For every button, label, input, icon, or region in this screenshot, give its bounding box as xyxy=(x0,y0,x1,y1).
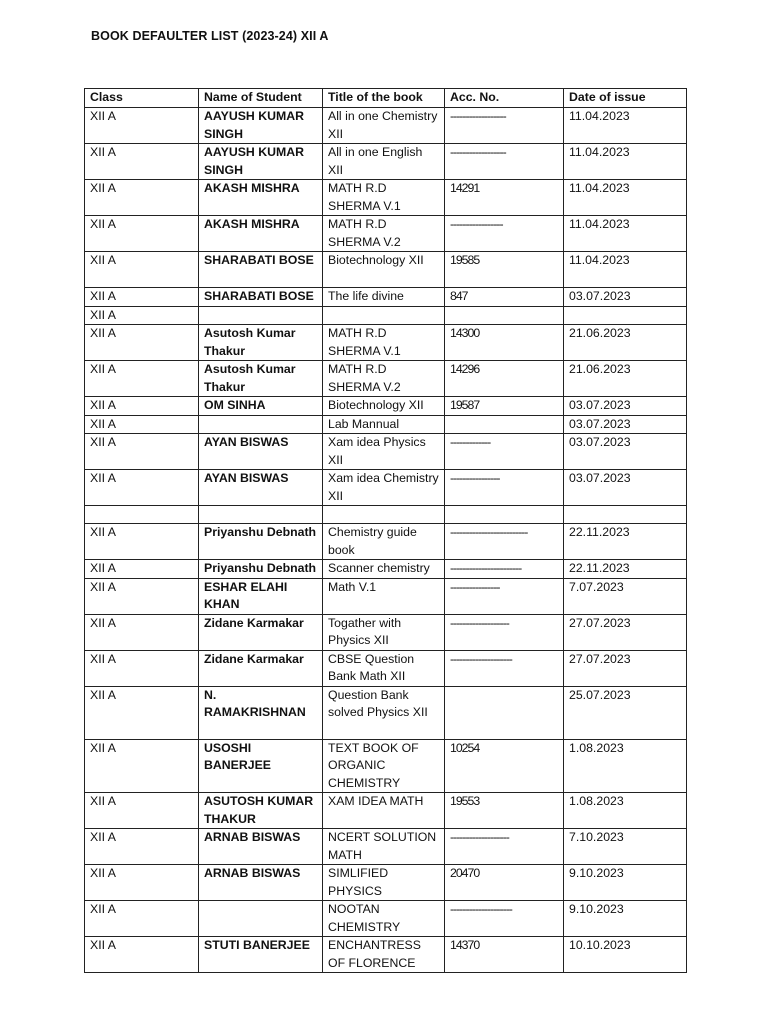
row-book-title-cell: CBSE Question Bank Math XII xyxy=(323,650,445,686)
row-acc-no-cell: 14291 xyxy=(445,180,564,216)
table-row xyxy=(85,739,687,793)
row-book-title-cell: The life divine xyxy=(323,288,445,307)
row-class-cell: XII A xyxy=(85,865,199,901)
table-row xyxy=(85,288,687,307)
row-student-name-cell: N. RAMAKRISHNAN xyxy=(199,686,323,739)
row-date-of-issue-cell: 9.10.2023 xyxy=(564,865,687,901)
table-row xyxy=(85,650,687,686)
row-acc-no-cell: ------------------ xyxy=(445,108,564,144)
row-class-cell: XII A xyxy=(85,144,199,180)
row-class-cell: XII A xyxy=(85,252,199,288)
row-date-of-issue-cell: 11.04.2023 xyxy=(564,216,687,252)
row-book-title-cell: XAM IDEA MATH xyxy=(323,793,445,829)
table-row xyxy=(85,144,687,180)
row-date-of-issue-cell: 03.07.2023 xyxy=(564,415,687,434)
row-student-name-cell xyxy=(199,415,323,434)
table-row xyxy=(85,108,687,144)
row-class-cell: XII A xyxy=(85,415,199,434)
row-class-cell: XII A xyxy=(85,829,199,865)
row-student-name-cell: STUTI BANERJEE xyxy=(199,937,323,973)
row-date-of-issue-cell: 11.04.2023 xyxy=(564,108,687,144)
column-header-date-of-issue: Date of issue xyxy=(564,89,687,108)
row-date-of-issue-cell: 11.04.2023 xyxy=(564,144,687,180)
row-student-name-cell: AKASH MISHRA xyxy=(199,180,323,216)
table-row xyxy=(85,686,687,739)
table-row xyxy=(85,524,687,560)
row-student-name-cell: Zidane Karmakar xyxy=(199,614,323,650)
row-student-name-cell: Asutosh Kumar Thakur xyxy=(199,325,323,361)
column-header-student-name: Name of Student xyxy=(199,89,323,108)
row-date-of-issue-cell: 7.10.2023 xyxy=(564,829,687,865)
defaulter-table xyxy=(84,88,687,973)
row-student-name-cell: Priyanshu Debnath xyxy=(199,524,323,560)
row-student-name-cell xyxy=(199,306,323,325)
row-class-cell: XII A xyxy=(85,650,199,686)
table-row xyxy=(85,937,687,973)
row-date-of-issue-cell: 03.07.2023 xyxy=(564,397,687,416)
table-row xyxy=(85,325,687,361)
row-class-cell xyxy=(85,506,199,524)
row-date-of-issue-cell: 7.07.2023 xyxy=(564,578,687,614)
row-acc-no-cell: 847 xyxy=(445,288,564,307)
row-date-of-issue-cell: 03.07.2023 xyxy=(564,288,687,307)
row-class-cell: XII A xyxy=(85,901,199,937)
row-student-name-cell: OM SINHA xyxy=(199,397,323,416)
row-date-of-issue-cell: 10.10.2023 xyxy=(564,937,687,973)
row-student-name-cell: ARNAB BISWAS xyxy=(199,865,323,901)
row-acc-no-cell: ---------------- xyxy=(445,578,564,614)
row-acc-no-cell xyxy=(445,506,564,524)
row-book-title-cell: Togather with Physics XII xyxy=(323,614,445,650)
row-book-title-cell: Xam idea Physics XII xyxy=(323,434,445,470)
row-class-cell: XII A xyxy=(85,578,199,614)
row-book-title-cell: All in one Chemistry XII xyxy=(323,108,445,144)
row-acc-no-cell: ------------------------- xyxy=(445,524,564,560)
table-row xyxy=(85,865,687,901)
table-row xyxy=(85,306,687,325)
row-student-name-cell: Priyanshu Debnath xyxy=(199,560,323,579)
row-class-cell: XII A xyxy=(85,434,199,470)
column-header-acc-no: Acc. No. xyxy=(445,89,564,108)
row-student-name-cell: AYAN BISWAS xyxy=(199,470,323,506)
row-acc-no-cell: 19553 xyxy=(445,793,564,829)
row-acc-no-cell: ---------------- xyxy=(445,470,564,506)
row-book-title-cell: TEXT BOOK OF ORGANIC CHEMISTRY xyxy=(323,739,445,793)
row-date-of-issue-cell: 9.10.2023 xyxy=(564,901,687,937)
row-class-cell: XII A xyxy=(85,108,199,144)
row-class-cell: XII A xyxy=(85,560,199,579)
row-book-title-cell: Question Bank solved Physics XII xyxy=(323,686,445,739)
row-date-of-issue-cell: 25.07.2023 xyxy=(564,686,687,739)
row-acc-no-cell: 14370 xyxy=(445,937,564,973)
row-date-of-issue-cell xyxy=(564,506,687,524)
table-row xyxy=(85,415,687,434)
row-book-title-cell: NOOTAN CHEMISTRY xyxy=(323,901,445,937)
row-class-cell: XII A xyxy=(85,180,199,216)
row-student-name-cell: AAYUSH KUMAR SINGH xyxy=(199,108,323,144)
row-acc-no-cell: 19585 xyxy=(445,252,564,288)
row-student-name-cell: Asutosh Kumar Thakur xyxy=(199,361,323,397)
row-book-title-cell xyxy=(323,506,445,524)
row-acc-no-cell xyxy=(445,306,564,325)
row-acc-no-cell: -------------------- xyxy=(445,901,564,937)
row-date-of-issue-cell: 22.11.2023 xyxy=(564,560,687,579)
row-book-title-cell: Chemistry guide book xyxy=(323,524,445,560)
row-acc-no-cell: 14296 xyxy=(445,361,564,397)
table-row xyxy=(85,506,687,524)
column-header-class: Class xyxy=(85,89,199,108)
row-class-cell: XII A xyxy=(85,216,199,252)
row-book-title-cell: Math V.1 xyxy=(323,578,445,614)
row-date-of-issue-cell: 03.07.2023 xyxy=(564,434,687,470)
row-student-name-cell xyxy=(199,901,323,937)
row-book-title-cell: Scanner chemistry xyxy=(323,560,445,579)
row-class-cell: XII A xyxy=(85,739,199,793)
row-student-name-cell xyxy=(199,506,323,524)
row-book-title-cell: NCERT SOLUTION MATH xyxy=(323,829,445,865)
row-student-name-cell: SHARABATI BOSE xyxy=(199,288,323,307)
row-class-cell: XII A xyxy=(85,397,199,416)
row-date-of-issue-cell: 27.07.2023 xyxy=(564,650,687,686)
row-date-of-issue-cell: 03.07.2023 xyxy=(564,470,687,506)
row-book-title-cell: SIMLIFIED PHYSICS xyxy=(323,865,445,901)
row-student-name-cell: ARNAB BISWAS xyxy=(199,829,323,865)
row-book-title-cell: MATH R.D SHERMA V.2 xyxy=(323,216,445,252)
row-class-cell: XII A xyxy=(85,614,199,650)
row-book-title-cell xyxy=(323,306,445,325)
row-student-name-cell: ESHAR ELAHI KHAN xyxy=(199,578,323,614)
row-date-of-issue-cell: 1.08.2023 xyxy=(564,793,687,829)
row-acc-no-cell: ------------------ xyxy=(445,144,564,180)
row-class-cell: XII A xyxy=(85,793,199,829)
table-row xyxy=(85,829,687,865)
row-class-cell: XII A xyxy=(85,306,199,325)
row-acc-no-cell: ------------------- xyxy=(445,829,564,865)
table-row xyxy=(85,470,687,506)
table-row xyxy=(85,216,687,252)
row-acc-no-cell: 19587 xyxy=(445,397,564,416)
row-acc-no-cell: ----------------------- xyxy=(445,560,564,579)
row-class-cell: XII A xyxy=(85,361,199,397)
row-book-title-cell: MATH R.D SHERMA V.1 xyxy=(323,325,445,361)
row-class-cell: XII A xyxy=(85,524,199,560)
row-acc-no-cell: 10254 xyxy=(445,739,564,793)
row-book-title-cell: MATH R.D SHERMA V.1 xyxy=(323,180,445,216)
table-row xyxy=(85,578,687,614)
row-date-of-issue-cell: 21.06.2023 xyxy=(564,361,687,397)
table-header-row xyxy=(85,89,687,108)
row-student-name-cell: SHARABATI BOSE xyxy=(199,252,323,288)
table-row xyxy=(85,614,687,650)
row-book-title-cell: All in one English XII xyxy=(323,144,445,180)
table-row xyxy=(85,901,687,937)
row-student-name-cell: AYAN BISWAS xyxy=(199,434,323,470)
row-book-title-cell: Lab Mannual xyxy=(323,415,445,434)
row-class-cell: XII A xyxy=(85,937,199,973)
row-date-of-issue-cell xyxy=(564,306,687,325)
row-acc-no-cell: ----------------- xyxy=(445,216,564,252)
row-book-title-cell: Biotechnology XII xyxy=(323,252,445,288)
row-acc-no-cell: -------------------- xyxy=(445,650,564,686)
table-row xyxy=(85,560,687,579)
column-header-book-title: Title of the book xyxy=(323,89,445,108)
row-student-name-cell: AAYUSH KUMAR SINGH xyxy=(199,144,323,180)
row-class-cell: XII A xyxy=(85,686,199,739)
row-book-title-cell: MATH R.D SHERMA V.2 xyxy=(323,361,445,397)
row-acc-no-cell: 20470 xyxy=(445,865,564,901)
table-row xyxy=(85,793,687,829)
row-book-title-cell: Xam idea Chemistry XII xyxy=(323,470,445,506)
row-student-name-cell: USOSHI BANERJEE xyxy=(199,739,323,793)
row-acc-no-cell: ------------- xyxy=(445,434,564,470)
row-book-title-cell: Biotechnology XII xyxy=(323,397,445,416)
table-row xyxy=(85,397,687,416)
row-date-of-issue-cell: 22.11.2023 xyxy=(564,524,687,560)
row-acc-no-cell xyxy=(445,415,564,434)
table-row xyxy=(85,434,687,470)
row-date-of-issue-cell: 27.07.2023 xyxy=(564,614,687,650)
defaulter-table-body xyxy=(85,89,687,973)
row-class-cell: XII A xyxy=(85,288,199,307)
row-student-name-cell: AKASH MISHRA xyxy=(199,216,323,252)
row-class-cell: XII A xyxy=(85,470,199,506)
row-date-of-issue-cell: 11.04.2023 xyxy=(564,180,687,216)
table-row xyxy=(85,361,687,397)
row-acc-no-cell xyxy=(445,686,564,739)
row-class-cell: XII A xyxy=(85,325,199,361)
row-book-title-cell: ENCHANTRESS OF FLORENCE xyxy=(323,937,445,973)
row-student-name-cell: Zidane Karmakar xyxy=(199,650,323,686)
row-acc-no-cell: 14300 xyxy=(445,325,564,361)
row-date-of-issue-cell: 1.08.2023 xyxy=(564,739,687,793)
row-date-of-issue-cell: 11.04.2023 xyxy=(564,252,687,288)
row-date-of-issue-cell: 21.06.2023 xyxy=(564,325,687,361)
row-acc-no-cell: ------------------- xyxy=(445,614,564,650)
page-title: BOOK DEFAULTER LIST (2023-24) XII A xyxy=(91,29,329,43)
table-row xyxy=(85,252,687,288)
row-student-name-cell: ASUTOSH KUMAR THAKUR xyxy=(199,793,323,829)
table-row xyxy=(85,180,687,216)
